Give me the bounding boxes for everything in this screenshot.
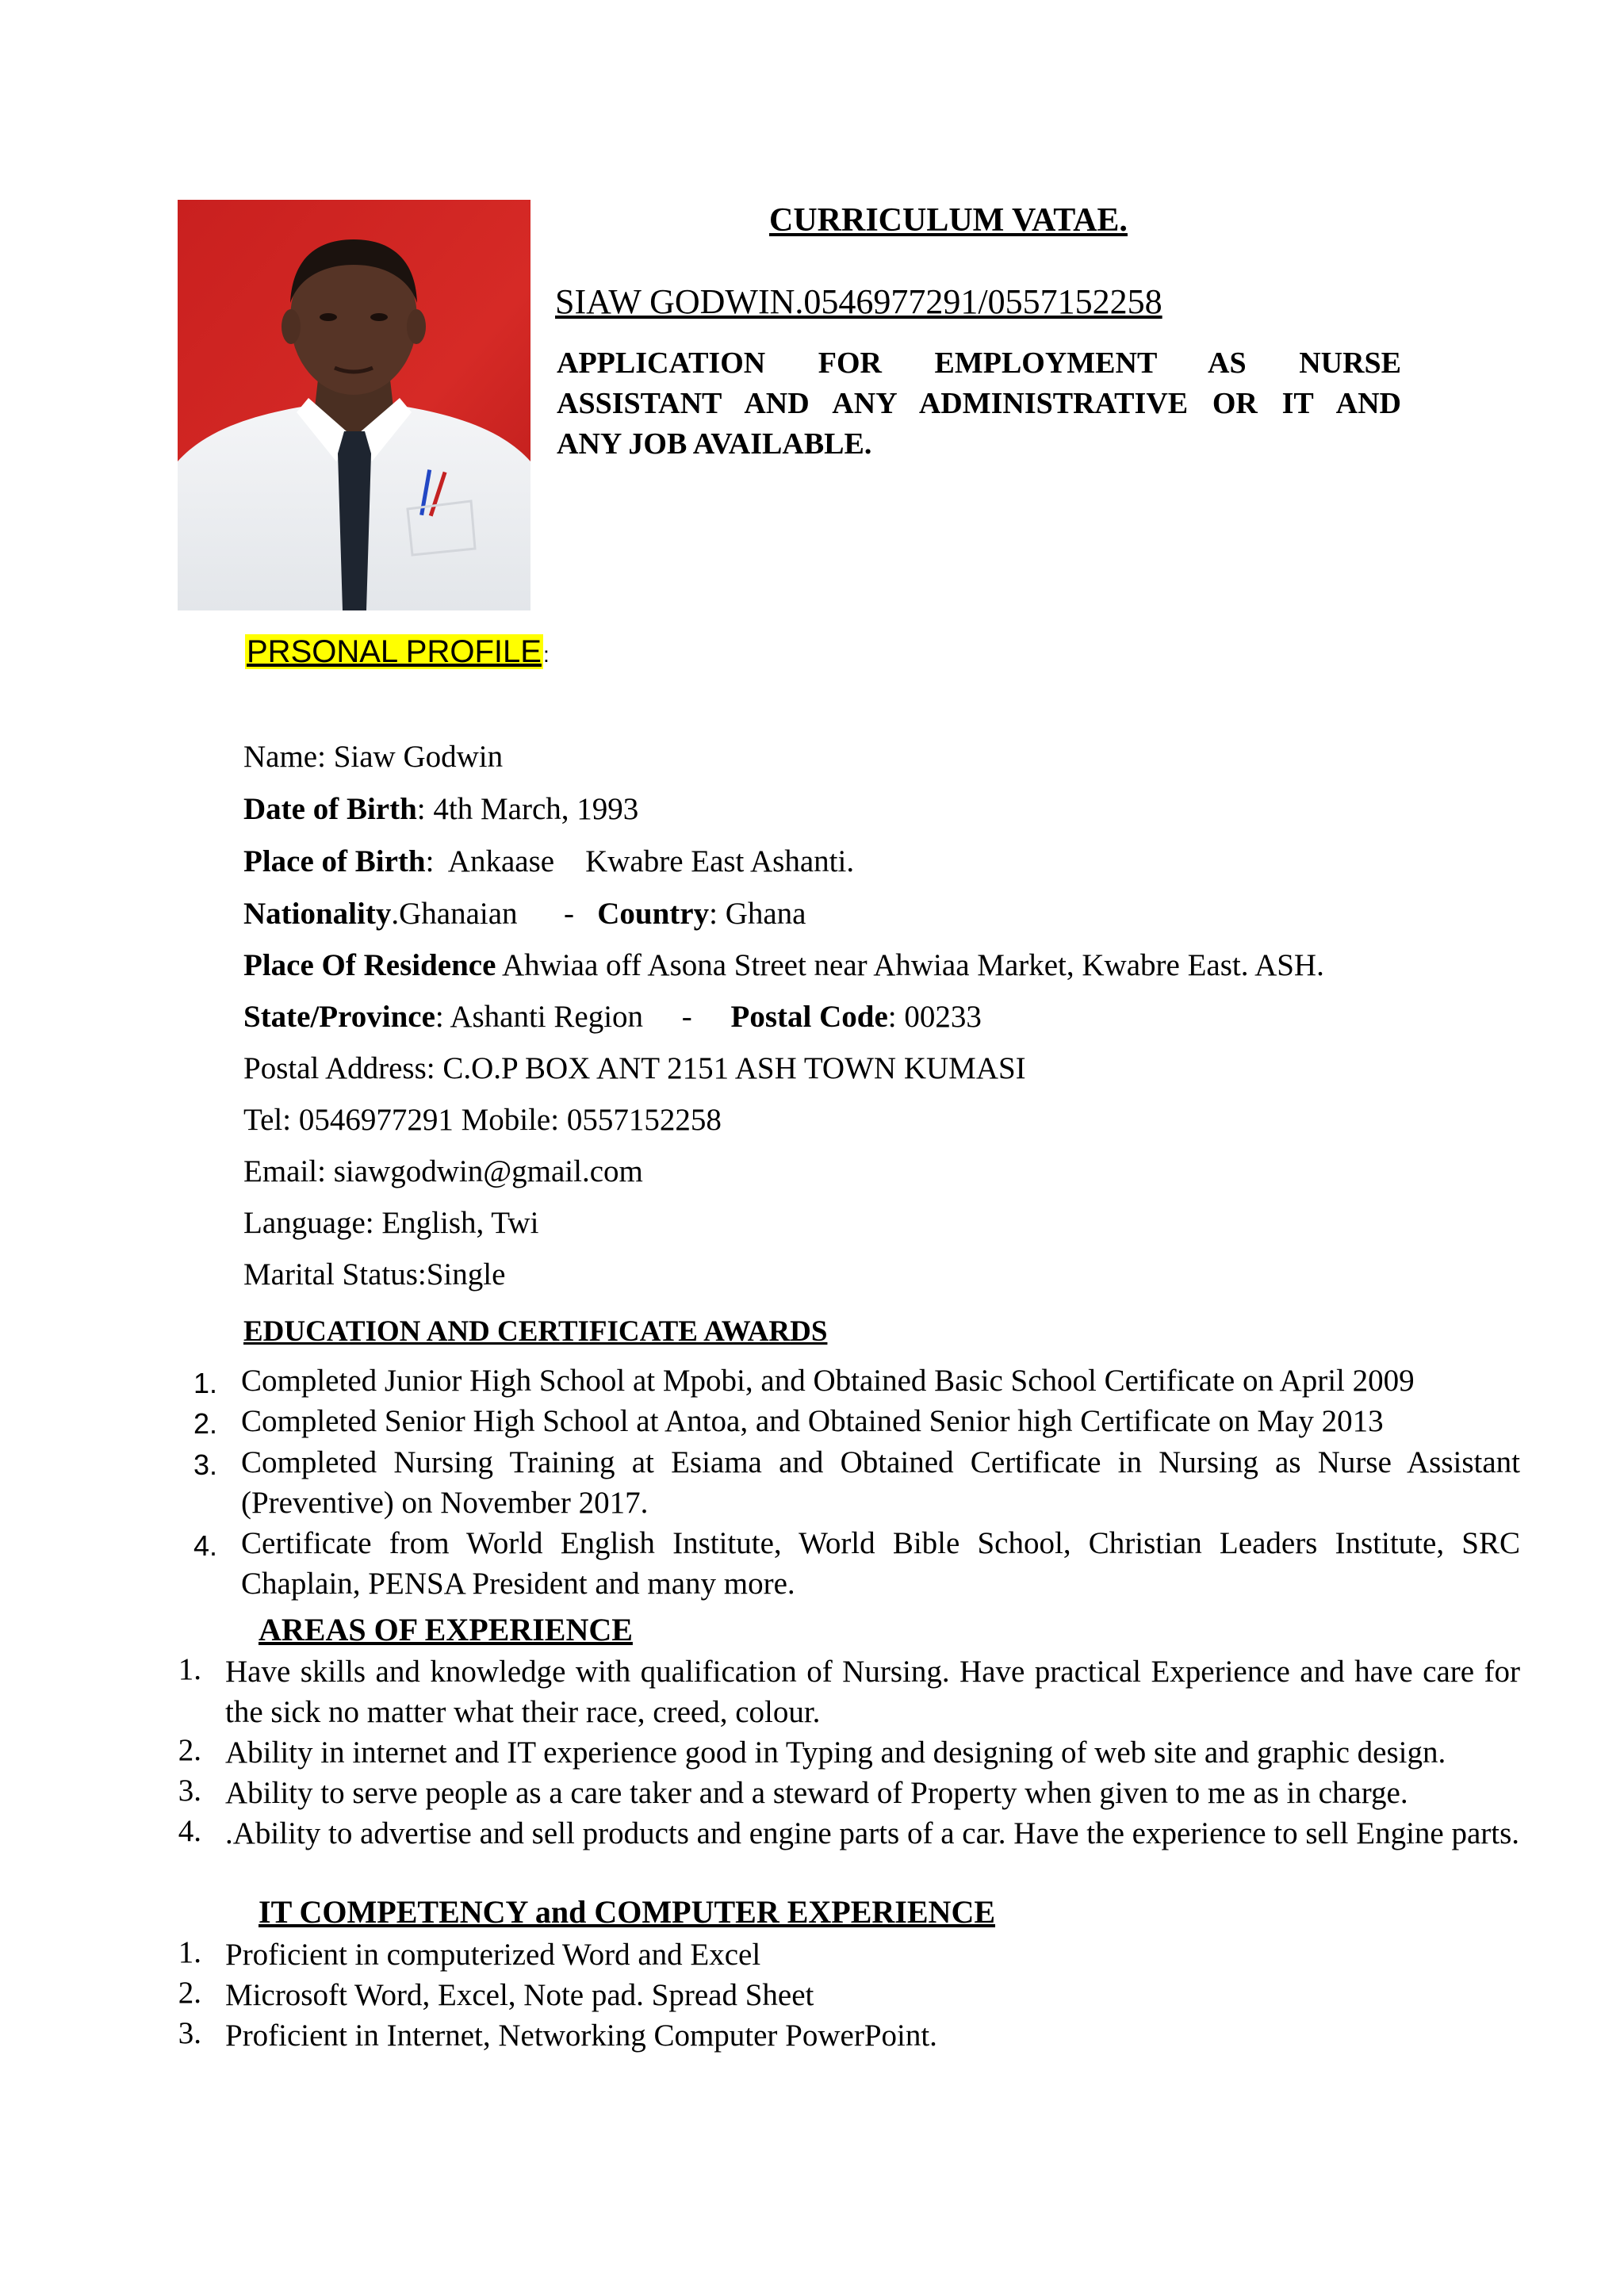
- education-item-number: 2.: [193, 1407, 217, 1440]
- experience-item-number: 1.: [178, 1652, 201, 1686]
- document-title: CURRICULUM VATAE.: [769, 202, 1128, 239]
- it-competency-heading: IT COMPETENCY and COMPUTER EXPERIENCE: [259, 1894, 996, 1930]
- state-value: : Ashanti Region -: [435, 1000, 731, 1034]
- experience-heading: AREAS OF EXPERIENCE: [259, 1612, 633, 1647]
- state-label: State/Province: [243, 1000, 435, 1034]
- postal-code-label: Postal Code: [730, 1000, 888, 1034]
- experience-item: Ability to serve people as a care taker and a steward of Property when given to me as in charge.: [225, 1776, 1408, 1810]
- it-item: Proficient in Internet, Networking Computer PowerPoint.: [225, 2019, 937, 2053]
- education-item-number: 4.: [193, 1529, 217, 1562]
- education-item-number: 3.: [193, 1448, 217, 1481]
- profile-state: [243, 999, 982, 1035]
- it-item-number: 2.: [178, 1976, 201, 2010]
- education-heading: EDUCATION AND CERTIFICATE AWARDS: [243, 1315, 828, 1348]
- residence-value: Ahwiaa off Asona Street near Ahwiaa Market, Kwabre East. ASH.: [496, 948, 1324, 982]
- applicant-name-phone: SIAW GODWIN.0546977291/0557152258: [555, 282, 1162, 321]
- portrait-image: [178, 200, 530, 610]
- profile-name: Name: Siaw Godwin: [243, 740, 504, 774]
- pob-value: : Ankaase Kwabre East Ashanti.: [425, 844, 855, 878]
- profile-marital-status: Marital Status:Single: [243, 1257, 506, 1292]
- objective-statement: [557, 343, 1401, 424]
- objective-line-1: APPLICATION FOR EMPLOYMENT AS NURSE: [557, 346, 1401, 380]
- experience-item-number: 2.: [178, 1733, 201, 1767]
- experience-item: Ability in internet and IT experience good in Typing and designing of web site and graphic design.: [225, 1735, 1446, 1770]
- it-item-number: 3.: [178, 2016, 201, 2050]
- profile-photo: [178, 200, 530, 610]
- profile-postal-address: Postal Address: C.O.P BOX ANT 2151 ASH TOWN KUMASI: [243, 1051, 1026, 1085]
- country-value: : Ghana: [709, 897, 806, 931]
- dob-value: : 4th March, 1993: [416, 792, 639, 826]
- education-item: Completed Junior High School at Mpobi, and Obtained Basic School Certificate on April 2009: [241, 1364, 1415, 1398]
- experience-item: Have skills and knowledge with qualification of Nursing. Have practical Experience and have care for the sick no matter what their race, creed, colour.: [225, 1655, 1520, 1729]
- it-item: Proficient in computerized Word and Excel: [225, 1938, 761, 1972]
- nationality-label: Nationality: [243, 897, 392, 931]
- profile-heading-colon: :: [542, 642, 550, 667]
- pob-label: Place of Birth: [243, 844, 426, 878]
- nationality-value: .Ghanaian -: [391, 897, 598, 931]
- education-item: Certificate from World English Institute, World Bible School, Christian Leaders Institute, SRC Chaplain, PENSA President and many more.: [241, 1526, 1520, 1601]
- country-label: Country: [597, 897, 710, 931]
- education-item: Completed Senior High School at Antoa, and Obtained Senior high Certificate on May 2013: [241, 1404, 1384, 1438]
- profile-heading-text: PRSONAL PROFILE: [247, 634, 542, 669]
- objective-line-3: ANY JOB AVAILABLE.: [557, 427, 872, 461]
- personal-profile-heading: [245, 634, 550, 670]
- education-item-number: 1.: [193, 1367, 217, 1399]
- residence-label: Place Of Residence: [243, 948, 496, 982]
- education-item: Completed Nursing Training at Esiama and Obtained Certificate in Nursing as Nurse Assistant (Preventive) on November 2017.: [241, 1445, 1520, 1520]
- postal-code-value: : 00233: [887, 1000, 982, 1034]
- profile-email: Email: siawgodwin@gmail.com: [243, 1154, 643, 1188]
- experience-item-number: 3.: [178, 1774, 201, 1808]
- profile-nationality: [243, 896, 806, 932]
- it-item: Microsoft Word, Excel, Note pad. Spread Sheet: [225, 1978, 814, 2012]
- profile-dob: [243, 791, 638, 827]
- profile-place-of-birth: [243, 844, 854, 879]
- experience-item: .Ability to advertise and sell products and engine parts of a car. Have the experience to sell Engine parts.: [225, 1816, 1520, 1850]
- objective-line-2: ASSISTANT AND ANY ADMINISTRATIVE OR IT AND: [557, 387, 1401, 420]
- profile-language: Language: English, Twi: [243, 1206, 539, 1240]
- dob-label: Date of Birth: [243, 792, 417, 826]
- experience-item-number: 4.: [178, 1814, 201, 1848]
- profile-telephone: Tel: 0546977291 Mobile: 0557152258: [243, 1103, 722, 1137]
- profile-residence: [243, 947, 1324, 983]
- it-item-number: 1.: [178, 1935, 201, 1969]
